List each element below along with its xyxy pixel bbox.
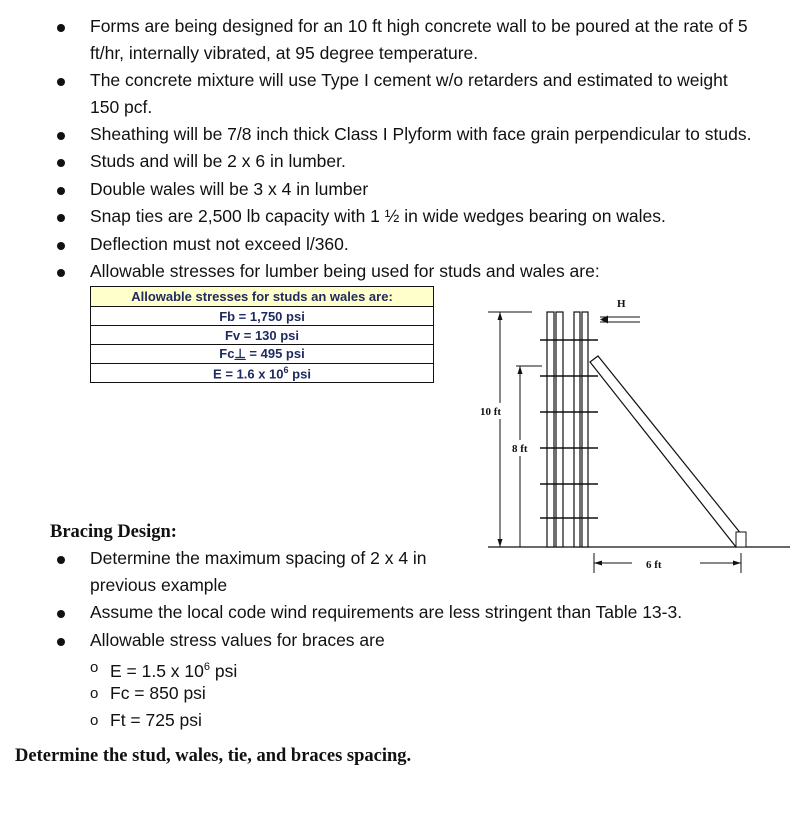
bullet-dot bbox=[57, 242, 65, 250]
requirement-5: Double wales will be 3 x 4 in lumber bbox=[90, 179, 369, 199]
bullet-dot bbox=[57, 24, 65, 32]
requirement-3: Sheathing will be 7/8 inch thick Class I Plyform with face grain perpendicular to studs. bbox=[90, 124, 752, 144]
bullet-dot bbox=[57, 269, 65, 277]
stud-left bbox=[574, 312, 580, 547]
label-h: H bbox=[617, 298, 626, 310]
bracing-item-3: Allowable stress values for braces are bbox=[90, 630, 385, 650]
bullet-dot bbox=[57, 638, 65, 646]
label-6ft: 6 ft bbox=[646, 559, 662, 571]
bullet-dot bbox=[57, 556, 65, 564]
wall-right-post bbox=[556, 312, 563, 547]
requirement-1-line-2: ft/hr, internally vibrated, at 95 degree temperature. bbox=[90, 43, 479, 63]
sub-marker: o bbox=[90, 685, 99, 702]
stud-right bbox=[582, 312, 588, 547]
requirement-7: Deflection must not exceed l/360. bbox=[90, 234, 349, 254]
brace-stress-fc: Fc = 850 psi bbox=[110, 683, 206, 703]
bullet-dot bbox=[57, 132, 65, 140]
requirement-1-line-1: Forms are being designed for an 10 ft high concrete wall to be poured at the rate of 5 bbox=[90, 16, 748, 36]
sub-marker: o bbox=[90, 659, 99, 676]
bracing-design-title: Bracing Design: bbox=[50, 522, 177, 542]
perpendicular-symbol: ⊥ bbox=[234, 346, 246, 361]
dim-6ft-arrow-left bbox=[594, 561, 602, 566]
requirement-4: Studs and will be 2 x 6 in lumber. bbox=[90, 151, 346, 171]
fc-label: Fc bbox=[219, 346, 235, 361]
requirement-8: Allowable stresses for lumber being used for studs and wales are: bbox=[90, 261, 600, 281]
label-8ft: 8 ft bbox=[512, 443, 528, 455]
allowable-stress-table bbox=[90, 286, 434, 383]
brace-stake bbox=[736, 532, 746, 547]
sub-marker: o bbox=[90, 712, 99, 729]
brace-e-exponent: 6 bbox=[203, 661, 211, 673]
formwork-bracing-diagram bbox=[470, 290, 800, 585]
bracing-item-2: Assume the local code wind requirements are less stringent than Table 13-3. bbox=[90, 602, 683, 622]
bullet-dot bbox=[57, 610, 65, 618]
stress-fv: Fv = 130 psi bbox=[91, 326, 434, 345]
final-instruction: Determine the stud, wales, tie, and braces spacing. bbox=[15, 746, 412, 766]
diagonal-brace bbox=[590, 356, 746, 547]
e-exponent: 6 bbox=[283, 364, 289, 375]
dim-10ft-arrow-top bbox=[498, 312, 503, 320]
wall-left-post bbox=[547, 312, 554, 547]
bullet-dot bbox=[57, 78, 65, 86]
e-label: E = 1.6 x 10 bbox=[213, 366, 284, 382]
bullet-dot bbox=[57, 159, 65, 167]
dim-10ft-arrow-bottom bbox=[498, 539, 503, 547]
stress-table-header: Allowable stresses for studs an wales are: bbox=[91, 287, 434, 307]
e-unit: psi bbox=[288, 366, 311, 382]
label-10ft: 10 ft bbox=[480, 406, 502, 418]
bracing-item-1-line-2: previous example bbox=[90, 575, 228, 595]
requirement-2-line-2: 150 pcf. bbox=[90, 97, 153, 117]
bracing-item-1-line-1: Determine the maximum spacing of 2 x 4 in bbox=[90, 548, 427, 568]
brace-stress-ft: Ft = 725 psi bbox=[110, 710, 202, 730]
stress-e bbox=[91, 364, 434, 383]
requirement-6: Snap ties are 2,500 lb capacity with 1 ½ in wide wedges bearing on wales. bbox=[90, 206, 666, 226]
fc-value: = 495 psi bbox=[245, 346, 305, 361]
stress-fb: Fb = 1,750 psi bbox=[91, 307, 434, 326]
bullet-dot bbox=[57, 214, 65, 222]
requirement-2-line-1: The concrete mixture will use Type I cement w/o retarders and estimated to weight bbox=[90, 70, 728, 90]
brace-e-label: E = 1.5 x 10 bbox=[110, 660, 204, 681]
stress-fc-perp bbox=[91, 345, 434, 364]
bullet-dot bbox=[57, 187, 65, 195]
dim-6ft-arrow-right bbox=[733, 561, 741, 566]
brace-e-unit: psi bbox=[210, 660, 238, 681]
dim-8ft-arrow-top bbox=[518, 366, 523, 374]
